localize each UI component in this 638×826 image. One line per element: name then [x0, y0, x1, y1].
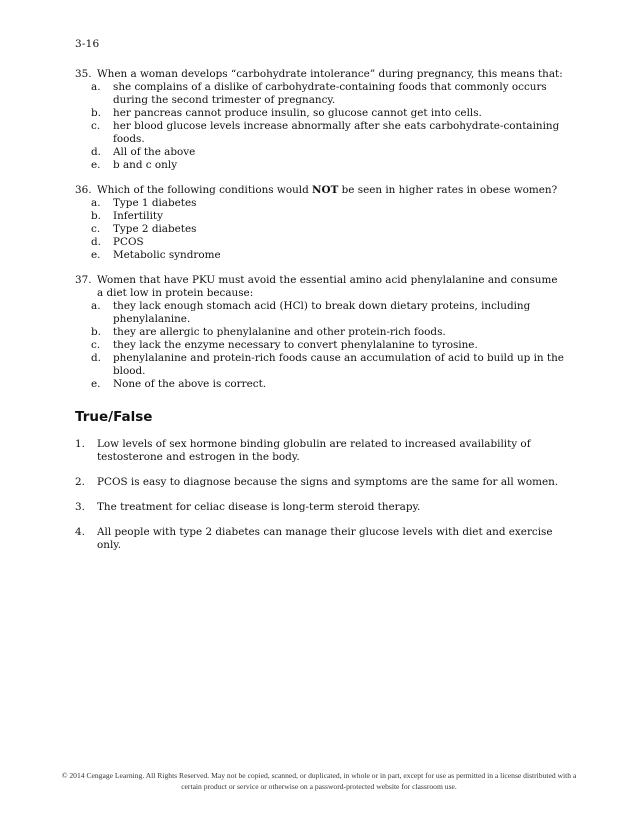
option-text: All of the above	[113, 146, 196, 158]
question-text: Women that have PKU must avoid the essential amino acid phenylalanine and consume a diet low in protein because:	[97, 274, 558, 299]
option-letter: b.	[91, 210, 101, 222]
option-letter: b.	[91, 326, 101, 338]
option-text: her pancreas cannot produce insulin, so glucose cannot get into cells.	[113, 107, 482, 119]
answer-option	[75, 197, 565, 210]
answer-option	[75, 352, 565, 378]
option-letter: a.	[91, 197, 101, 209]
option-letter: c.	[91, 120, 101, 132]
option-text: they lack the enzyme necessary to convert phenylalanine to tyrosine.	[113, 339, 478, 351]
copyright-footer: © 2014 Cengage Learning. All Rights Reserved. May not be copied, scanned, or duplicated, in whole or in part, except for use as permitted in a license distributed with a certain product or service or otherwise on a password-protected website for classroom use.	[61, 771, 577, 791]
question-37	[75, 274, 565, 391]
item-text: Low levels of sex hormone binding globulin are related to increased availability of testosterone and estrogen in the body.	[97, 438, 531, 463]
option-text: her blood glucose levels increase abnormally after she eats carbohydrate-containing foods.	[113, 120, 560, 145]
option-text: Type 2 diabetes	[113, 223, 197, 235]
option-letter: b.	[91, 107, 101, 119]
option-letter: c.	[91, 339, 101, 351]
question-text-after: be seen in higher rates in obese women?	[338, 184, 558, 196]
true-false-item	[75, 476, 565, 489]
answer-option	[75, 339, 565, 352]
question-stem	[75, 274, 565, 300]
option-letter: a.	[91, 81, 101, 93]
item-text: The treatment for celiac disease is long-term steroid therapy.	[97, 501, 421, 513]
question-number: 35.	[75, 68, 92, 80]
option-text: they lack enough stomach acid (HCl) to break down dietary proteins, including phenylalanine.	[113, 300, 531, 325]
question-stem	[75, 184, 565, 197]
option-letter: e.	[91, 249, 101, 261]
question-emphasis: NOT	[312, 184, 339, 196]
answer-options	[75, 81, 565, 172]
item-number: 3.	[75, 501, 85, 513]
answer-option	[75, 120, 565, 146]
answer-option	[75, 378, 565, 391]
option-letter: e.	[91, 159, 101, 171]
page-number: 3-16	[75, 38, 100, 50]
item-number: 4.	[75, 526, 85, 538]
true-false-item	[75, 501, 565, 514]
answer-option	[75, 107, 565, 120]
question-number: 36.	[75, 184, 92, 196]
question-number: 37.	[75, 274, 92, 286]
option-text: PCOS	[113, 236, 144, 248]
option-text: they are allergic to phenylalanine and other protein-rich foods.	[113, 326, 446, 338]
answer-option	[75, 326, 565, 339]
answer-option	[75, 236, 565, 249]
question-text: When a woman develops “carbohydrate intolerance” during pregnancy, this means that:	[97, 68, 563, 80]
answer-options	[75, 197, 565, 262]
question-stem	[75, 68, 565, 81]
item-text: All people with type 2 diabetes can manage their glucose levels with diet and exercise only.	[97, 526, 553, 551]
question-36	[75, 184, 565, 262]
answer-option	[75, 210, 565, 223]
item-number: 2.	[75, 476, 85, 488]
option-letter: e.	[91, 378, 101, 390]
answer-options	[75, 300, 565, 391]
answer-option	[75, 81, 565, 107]
option-text: Metabolic syndrome	[113, 249, 221, 261]
true-false-item	[75, 526, 565, 552]
option-text: she complains of a dislike of carbohydrate-containing foods that commonly occurs during the second trimester of pregnancy.	[113, 81, 547, 106]
option-letter: a.	[91, 300, 101, 312]
option-text: None of the above is correct.	[113, 378, 267, 390]
document-body	[75, 68, 565, 564]
option-text: b and c only	[113, 159, 178, 171]
section-heading-true-false: True/False	[75, 409, 153, 425]
option-letter: c.	[91, 223, 101, 235]
item-text: PCOS is easy to diagnose because the signs and symptoms are the same for all women.	[97, 476, 559, 488]
true-false-item	[75, 438, 565, 464]
option-text: Type 1 diabetes	[113, 197, 197, 209]
option-text: phenylalanine and protein-rich foods cause an accumulation of acid to build up in the blood.	[113, 352, 564, 377]
option-letter: d.	[91, 352, 101, 364]
option-letter: d.	[91, 236, 101, 248]
answer-option	[75, 249, 565, 262]
item-number: 1.	[75, 438, 85, 450]
question-35	[75, 68, 565, 172]
answer-option	[75, 223, 565, 236]
answer-option	[75, 300, 565, 326]
option-letter: d.	[91, 146, 101, 158]
question-text-before: Which of the following conditions would	[97, 184, 313, 196]
answer-option	[75, 159, 565, 172]
option-text: Infertility	[113, 210, 163, 222]
answer-option	[75, 146, 565, 159]
